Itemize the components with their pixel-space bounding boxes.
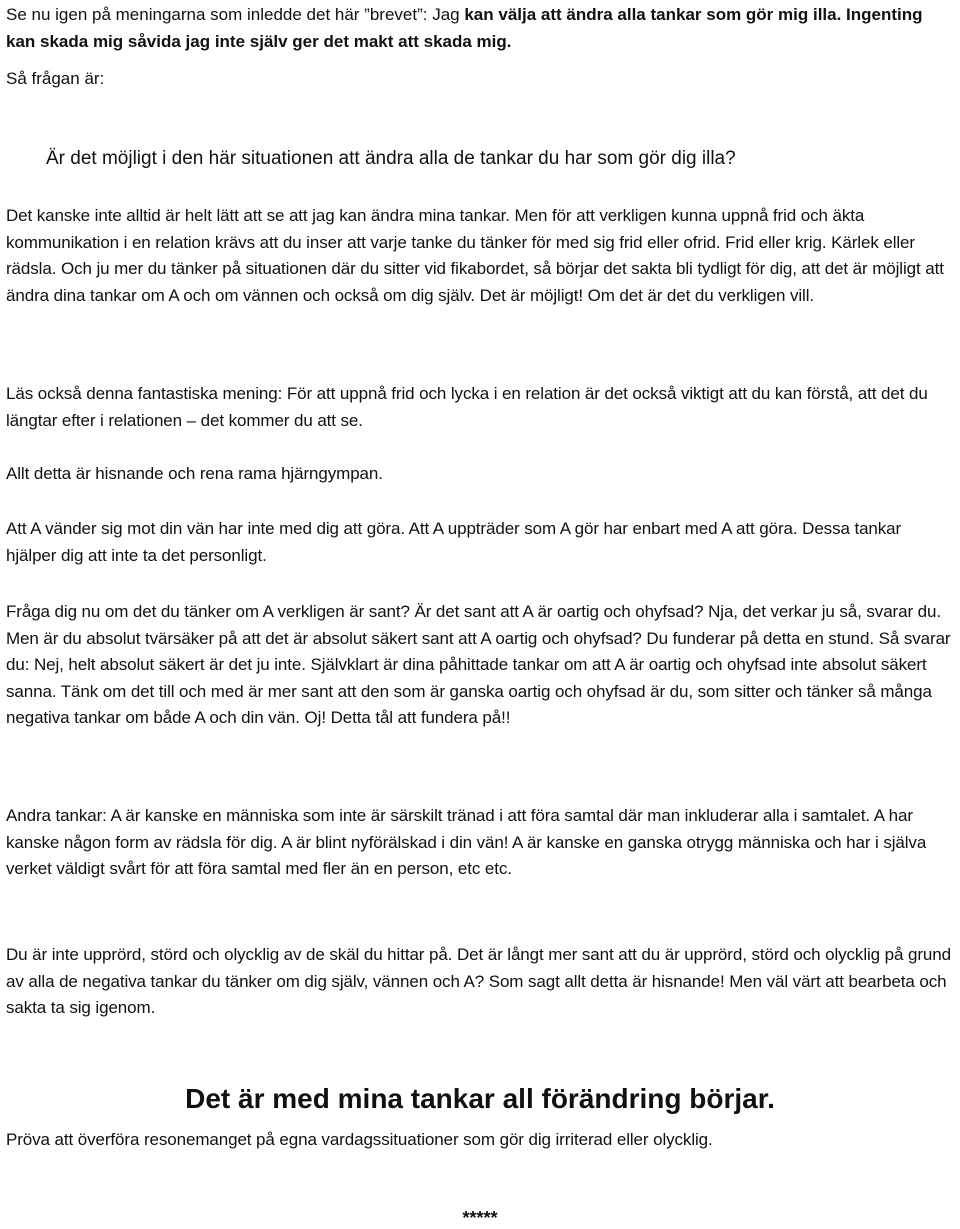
headline: Det är med mina tankar all förändring börjar.: [185, 1083, 775, 1114]
paragraph-1-lead: Det kanske inte alltid är helt lätt att se att jag kan ändra mina tankar.: [6, 206, 510, 225]
paragraph-8: Pröva att överföra resonemanget på egna vardagssituationer som gör dig irriterad eller olycklig.: [6, 1130, 713, 1149]
intro-bold-text: kan välja att ändra alla tankar som gör mig illa. Ingenting kan skada mig såvida jag inte själv ger det makt att skada mig.: [6, 5, 923, 51]
paragraph-3: Allt detta är hisnande och rena rama hjärngympan.: [6, 464, 383, 483]
intro-paragraph: [6, 2, 954, 55]
paragraph-7: Du är inte upprörd, störd och olycklig av de skäl du hittar på. Det är långt mer sant att du är upprörd, störd och olycklig på grund av alla de negativa tankar du tänker om dig själv, vännen och A? Som sagt allt detta är hisnande! Men väl värt att bearbeta och sakta ta sig igenom.: [6, 945, 951, 1017]
paragraph-1-rest: Men för att verkligen kunna uppnå frid och äkta kommunikation i en relation krävs att du inser att varje tanke du tänker för med sig frid eller ofrid. Frid eller krig. Kärlek eller rädsla. Och ju mer du tänker på situationen där du sitter vid fikabordet, så börjar det sakta bli tydligt för dig, att det är möjligt att ändra dina tankar om A och om vännen och också om dig själv. Det är möjligt! Om det är det du verkligen vill.: [6, 206, 944, 305]
paragraph-5: Fråga dig nu om det du tänker om A verkligen är sant? Är det sant att A är oartig och ohyfsad? Nja, det verkar ju så, svarar du. Men är du absolut tvärsäker på att det är absolut säkert sant att A oartig och ohyfsad? Du funderar på detta en stund. Så svarar du: Nej, helt absolut säkert är det ju inte. Självklart är dina påhittade tankar om att A är oartig och ohyfsad inte absolut säkert sanna. Tänk om det till och med är mer sant att den som är ganska oartig och ohyfsad är du, som sitter och tänker så många negativa tankar om både A och din vän. Oj! Detta tål att fundera på!!: [6, 602, 951, 727]
question-text: Är det möjligt i den här situationen att ändra alla de tankar du har som gör dig illa?: [46, 148, 736, 169]
paragraph-6: Andra tankar: A är kanske en människa som inte är särskilt tränad i att föra samtal där man inkluderar alla i samtalet. A har kanske någon form av rädsla för dig. A är blint nyförälskad i din vän! A är kanske en ganska otrygg människa och har i själva verket väldigt svårt för att föra samtal med fler än en person, etc etc.: [6, 806, 927, 878]
intro-plain-text: Se nu igen på meningarna som inledde det här ”brevet”: Jag: [6, 5, 465, 24]
paragraph-2: Läs också denna fantastiska mening: För att uppnå frid och lycka i en relation är det också viktigt att du kan förstå, att det du längtar efter i relationen – det kommer du att se.: [6, 384, 928, 430]
paragraph-1: [6, 203, 954, 309]
section-stars: *****: [462, 1208, 498, 1228]
paragraph-4: Att A vänder sig mot din vän har inte med dig att göra. Att A uppträder som A gör har enbart med A att göra. Dessa tankar hjälper dig att inte ta det personligt.: [6, 519, 902, 565]
question-intro: Så frågan är:: [6, 69, 105, 88]
